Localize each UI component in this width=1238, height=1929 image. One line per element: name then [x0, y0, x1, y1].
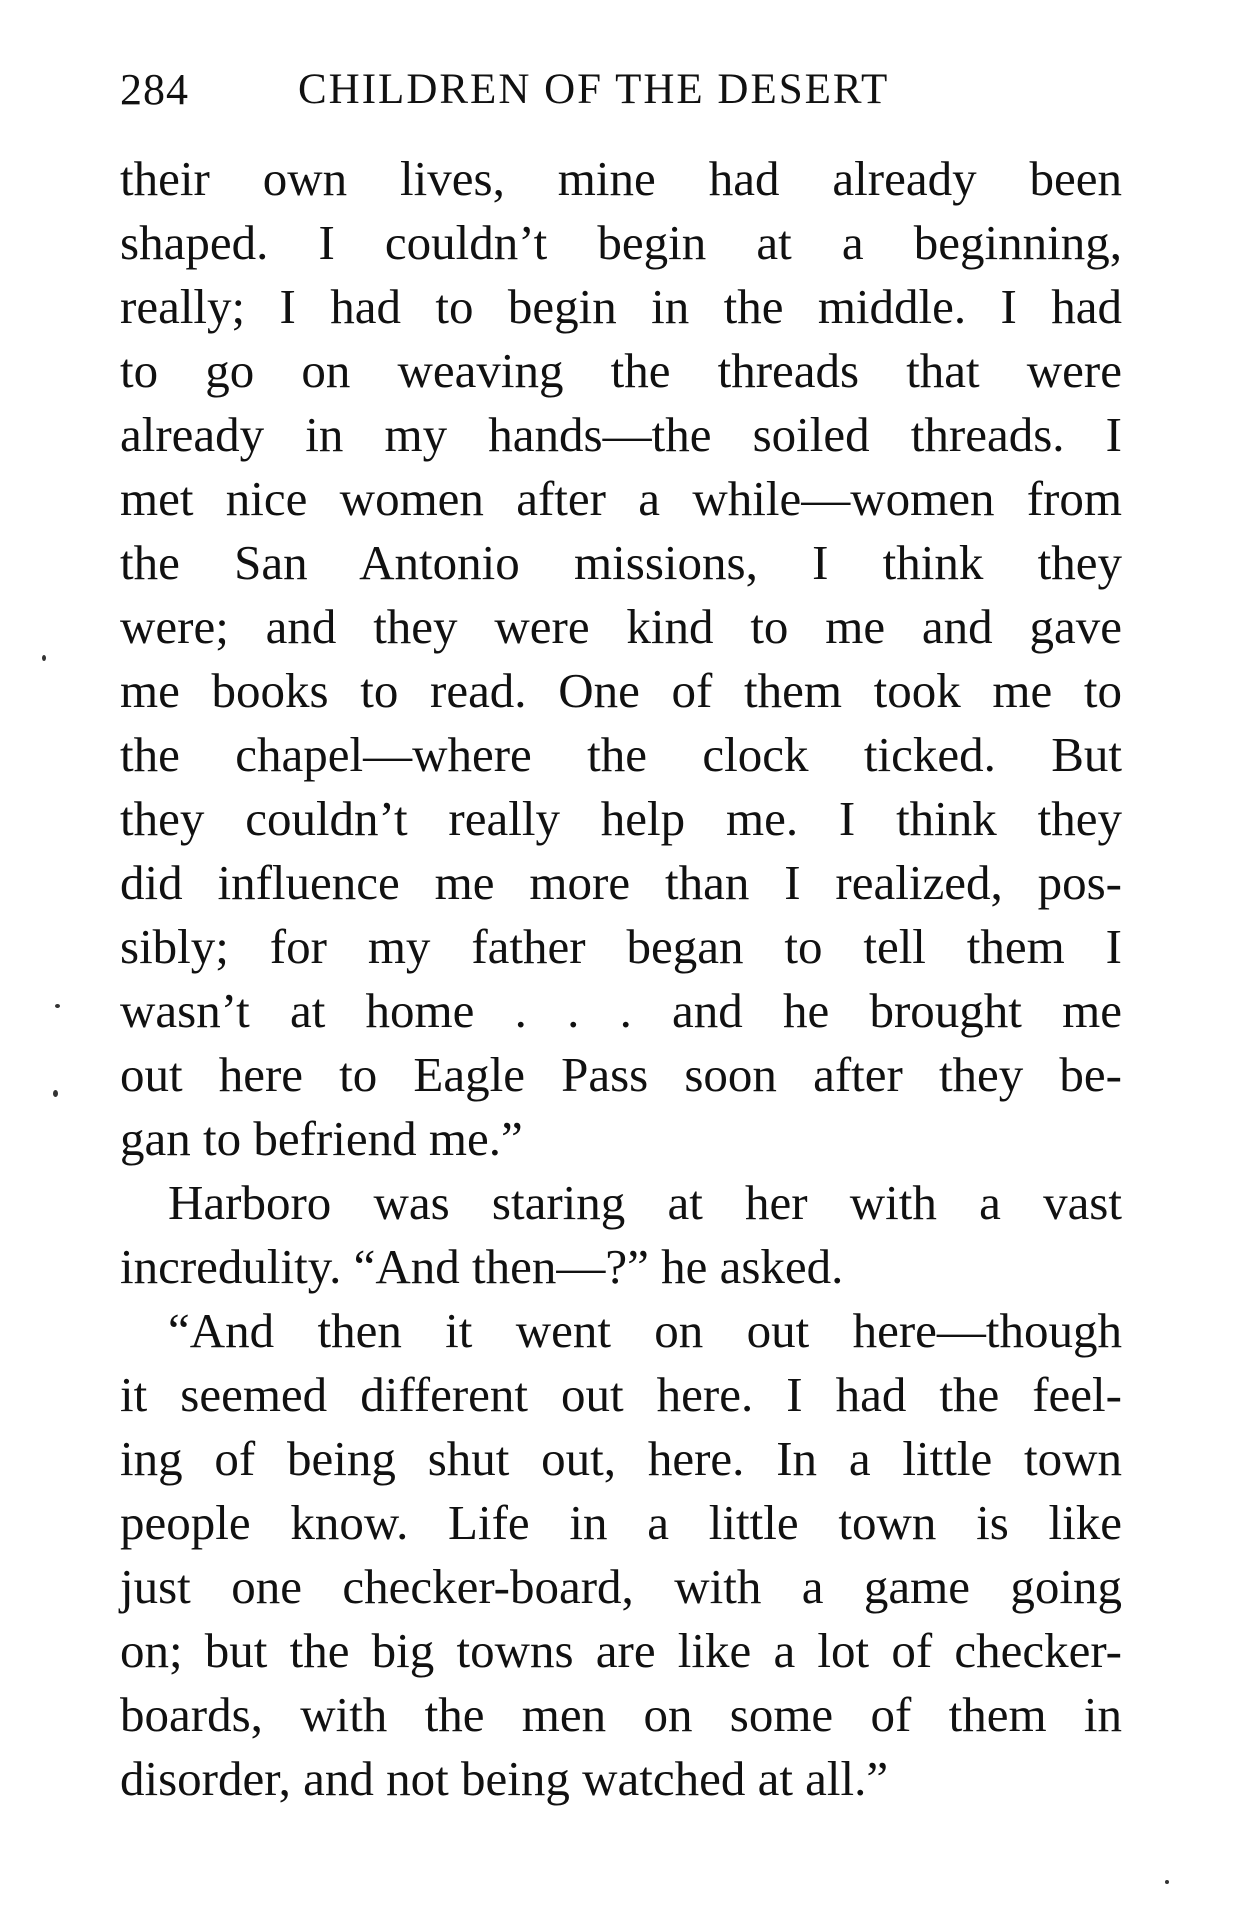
- text-line: people know. Life in a little town is like: [120, 1495, 1122, 1550]
- text-line: boards, with the men on some of them in: [120, 1687, 1122, 1742]
- scan-speck: [42, 655, 46, 661]
- scan-speck: [1165, 1880, 1169, 1884]
- text-line: they couldn’t really help me. I think they: [120, 791, 1122, 846]
- text-line: gan to befriend me.”: [120, 1111, 523, 1166]
- running-head: [120, 60, 1120, 120]
- text-line: their own lives, mine had already been: [120, 151, 1122, 206]
- body-text: [120, 147, 1122, 1811]
- text-line: met nice women after a while—women from: [120, 471, 1122, 526]
- text-line: really; I had to begin in the middle. I had: [120, 279, 1122, 334]
- text-line: Harboro was staring at her with a vast: [168, 1175, 1122, 1230]
- text-line: the San Antonio missions, I think they: [120, 535, 1122, 590]
- text-line: were; and they were kind to me and gave: [120, 599, 1122, 654]
- text-line: out here to Eagle Pass soon after they be-: [120, 1047, 1122, 1102]
- text-line: on; but the big towns are like a lot of checker-: [120, 1623, 1122, 1678]
- text-line: to go on weaving the threads that were: [120, 343, 1122, 398]
- text-line: did influence me more than I realized, pos-: [120, 855, 1122, 910]
- text-line: wasn’t at home . . . and he brought me: [120, 983, 1122, 1038]
- text-line: sibly; for my father began to tell them I: [120, 919, 1122, 974]
- page-number: 284: [120, 65, 189, 114]
- text-line: just one checker-board, with a game going: [120, 1559, 1122, 1614]
- text-line: disorder, and not being watched at all.”: [120, 1751, 889, 1806]
- text-line: it seemed different out here. I had the feel-: [120, 1367, 1122, 1422]
- text-line: shaped. I couldn’t begin at a beginning,: [120, 215, 1122, 270]
- scan-speck: [53, 1090, 58, 1097]
- text-line: the chapel—where the clock ticked. But: [120, 727, 1122, 782]
- text-line: already in my hands—the soiled threads. I: [120, 407, 1122, 462]
- text-line: ing of being shut out, here. In a little town: [120, 1431, 1122, 1486]
- text-line: incredulity. “And then—?” he asked.: [120, 1239, 844, 1294]
- text-line: me books to read. One of them took me to: [120, 663, 1122, 718]
- book-title: CHILDREN OF THE DESERT: [298, 66, 890, 113]
- scan-speck: [55, 1004, 60, 1008]
- text-line: “And then it went on out here—though: [168, 1303, 1122, 1358]
